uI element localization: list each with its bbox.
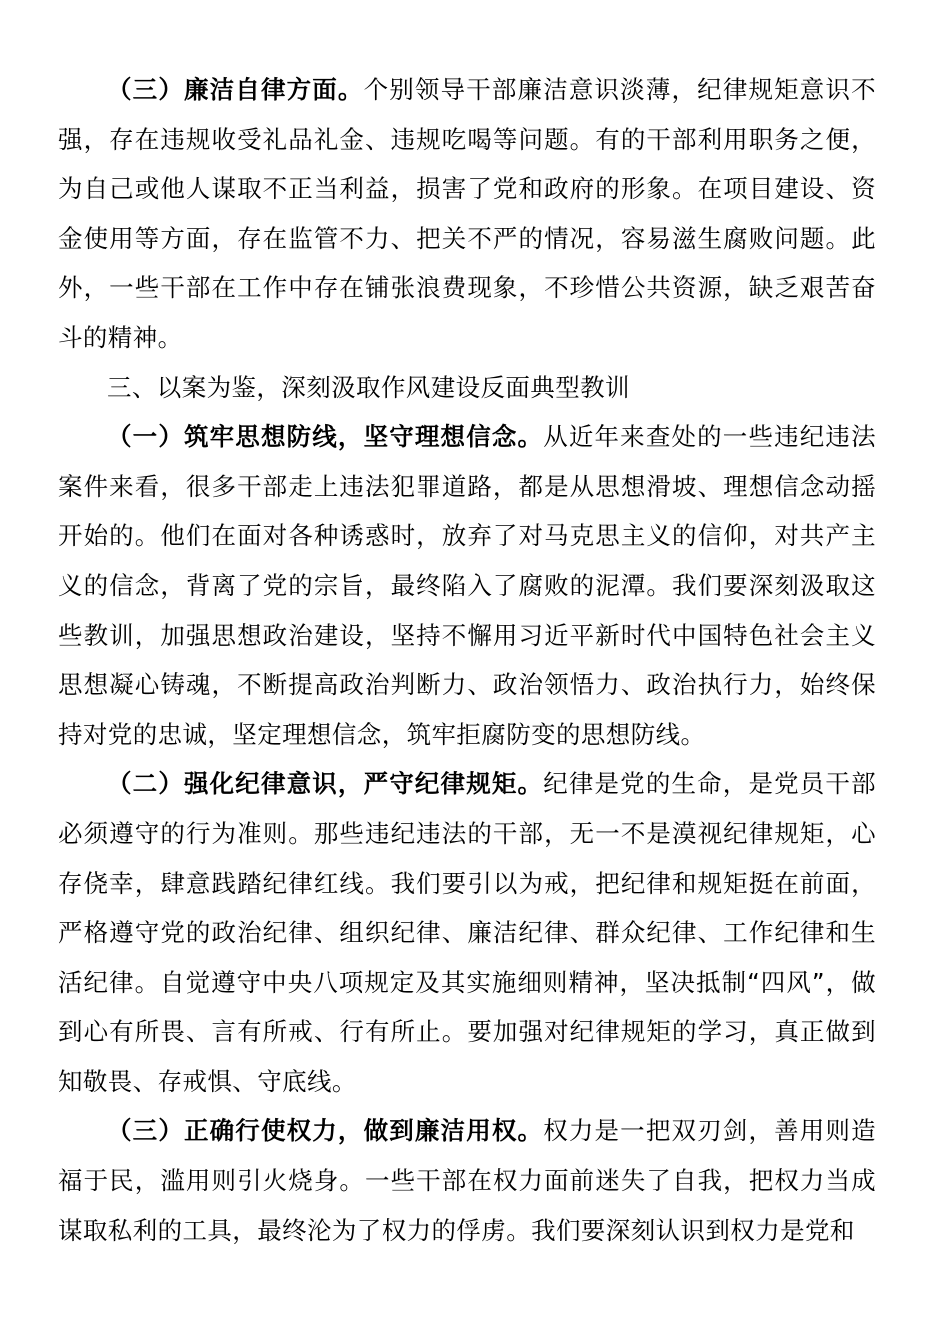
- paragraph-ideological-defense: [58, 412, 876, 759]
- section-heading: [58, 363, 876, 413]
- document-body: [58, 65, 876, 1255]
- paragraph-lead: （二）强化纪律意识，严守纪律规矩。: [107, 769, 544, 799]
- paragraph-body: 个别领导干部廉洁意识淡薄，纪律规矩意识不强，存在违规收受礼品礼金、违规吃喝等问题。有的干部利用职务之便，为自己或他人谋取不正当利益，损害了党和政府的形象。在项目建设、资金使用等方面，存在监管不力、把关不严的情况，容易滋生腐败问题。此外，一些干部在工作中存在铺张浪费现象，不珍惜公共资源，缺乏艰苦奋斗的精神。: [58, 75, 877, 352]
- paragraph-lead: （三）廉洁自律方面。: [107, 75, 364, 104]
- paragraph-lead: （一）筑牢思想防线，坚守理想信念。: [107, 422, 544, 452]
- paragraph-body: 纪律是党的生命，是党员干部必须遵守的行为准则。那些违纪违法的干部，无一不是漠视纪律规矩，心存侥幸，肆意践踏纪律红线。我们要引以为戒，把纪律和规矩挺在前面，严格遵守党的政治纪律、组织纪律、廉洁纪律、群众纪律、工作纪律和生活纪律。自觉遵守中央八项规定及其实施细则精神，坚决抵制“四风”，做到心有所畏、言有所戒、行有所止。要加强对纪律规矩的学习，真正做到知敬畏、存戒惧、守底线。: [58, 769, 876, 1096]
- paragraph-power-use: [58, 1106, 876, 1255]
- paragraph-body: 权力是一把双刃剑，善用则造福于民，滥用则引火烧身。一些干部在权力面前迷失了自我，把权力当成谋取私利的工具，最终沦为了权力的俘虏。我们要深刻认识到权力是党和: [58, 1116, 876, 1245]
- section-heading-text: 三、以案为鉴，深刻汲取作风建设反面典型教训: [107, 372, 630, 402]
- paragraph-discipline-awareness: [58, 759, 876, 1106]
- paragraph-body: 从近年来查处的一些违纪违法案件来看，很多干部走上违法犯罪道路，都是从思想滑坡、理想信念动摇开始的。他们在面对各种诱惑时，放弃了对马克思主义的信仰，对共产主义的信念，背离了党的宗旨，最终陷入了腐败的泥潭。我们要深刻汲取这些教训，加强思想政治建设，坚持不懈用习近平新时代中国特色社会主义思想凝心铸魂，不断提高政治判断力、政治领悟力、政治执行力，始终保持对党的忠诚，坚定理想信念，筑牢拒腐防变的思想防线。: [58, 422, 876, 749]
- paragraph-lead: （三）正确行使权力，做到廉洁用权。: [107, 1116, 544, 1146]
- paragraph-integrity-discipline: [58, 65, 876, 363]
